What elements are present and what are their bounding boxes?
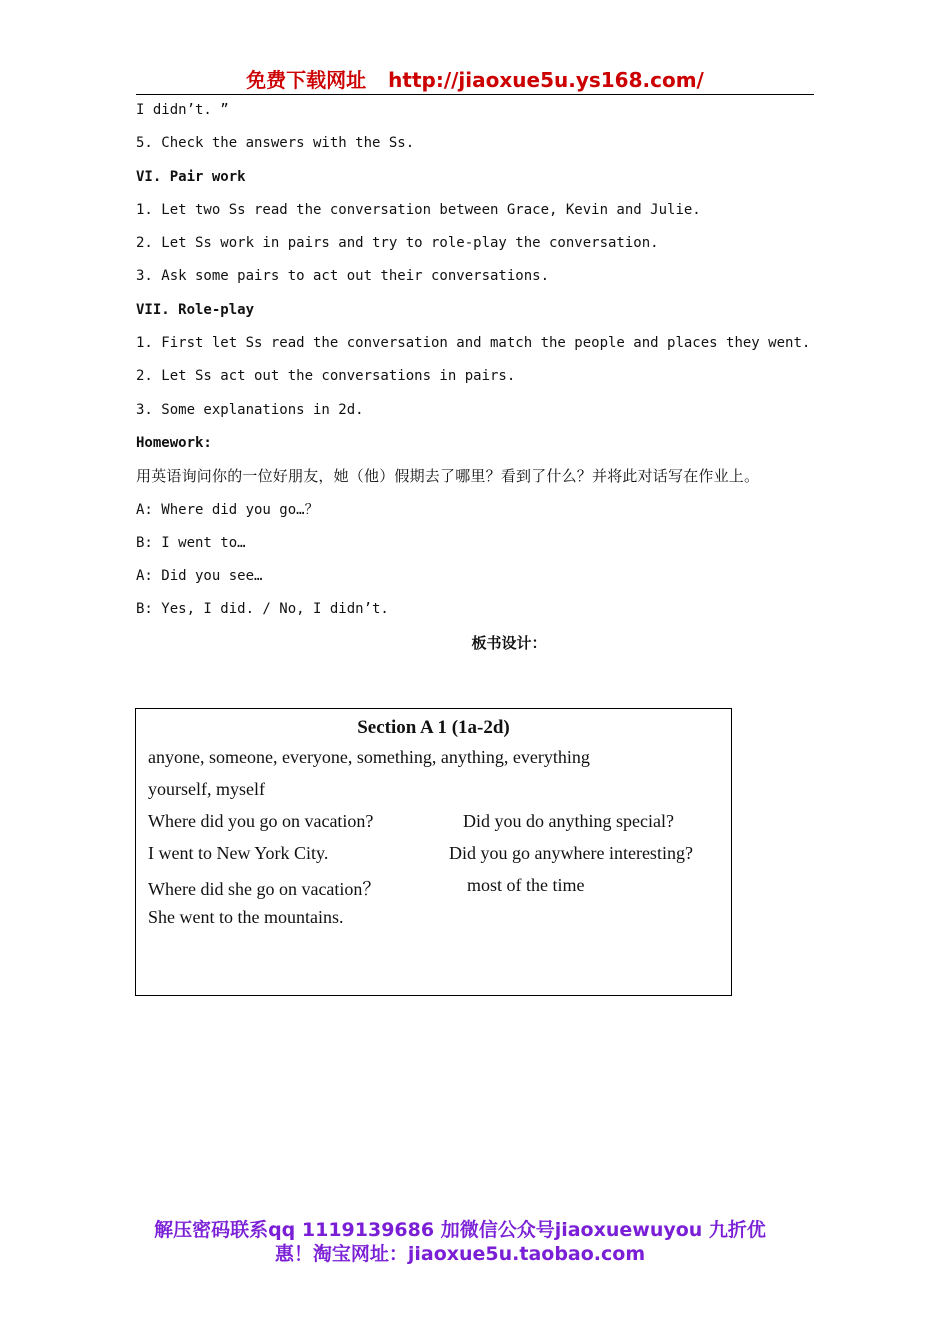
board-left-item: Where did she go on vacation？ [148,879,381,899]
dialogue-line: B: I went to… [136,534,246,551]
board-left-item: Where did you go on vacation? [148,811,374,831]
board-line-pronouns: anyone, someone, everyone, something, anything, everything [148,747,590,767]
board-line-reflexive: yourself, myself [148,779,265,799]
role-play-step-2: 2. Let Ss act out the conversations in pairs. [136,368,516,385]
section-heading-role-play: VII. Role-play [136,301,255,318]
board-right-item: Did you do anything special? [463,811,674,831]
role-play-step-3: 3. Some explanations in 2d. [136,401,364,418]
board-left-item: She went to the mountains. [148,907,344,927]
footer-line-1: 解压密码联系qq 1119139686 加微信公众号jiaoxuewuyou 九折优 [154,1219,766,1241]
footer-line-2: 惠！淘宝网址：jiaoxue5u.taobao.com [274,1243,646,1265]
lesson-text [136,98,826,631]
header-label: 免费下载网址 [246,68,367,92]
dialogue-line: A: Where did you go…？ [136,501,319,518]
step-check-answers: 5. Check the answers with the Ss. [136,135,415,152]
board-right-item: most of the time [467,875,585,895]
dialogue-line: A: Did you see… [136,568,263,585]
pair-work-step-3: 3. Ask some pairs to act out their conversations. [136,268,550,285]
pair-work-step-1: 1. Let two Ss read the conversation between Grace, Kevin and Julie. [136,201,701,218]
pair-work-step-2: 2. Let Ss work in pairs and try to role-play the conversation. [136,235,659,252]
board-right-item: Did you go anywhere interesting? [449,843,693,863]
section-heading-pair-work: VI. Pair work [136,168,246,185]
header-url[interactable]: http://jiaoxue5u.ys168.com/ [388,68,704,92]
text-line: I didn’t. ” [136,102,229,118]
page-footer [0,1218,920,1266]
board-title: Section A 1 (1a-2d) [357,717,510,738]
board-design-heading: 板书设计： [471,634,547,652]
board-design-box [135,708,732,996]
homework-instruction: 用英语询问你的一位好朋友，她（他）假期去了哪里？看到了什么？并将此对话写在作业上。 [136,467,760,486]
dialogue-line: B: Yes, I did. / No, I didn’t. [136,601,389,618]
homework-heading: Homework: [136,434,212,451]
page-header [136,66,814,95]
role-play-step-1: 1. First let Ss read the conversation and match the people and places they went. [136,335,811,352]
board-left-item: I went to New York City. [148,843,329,863]
